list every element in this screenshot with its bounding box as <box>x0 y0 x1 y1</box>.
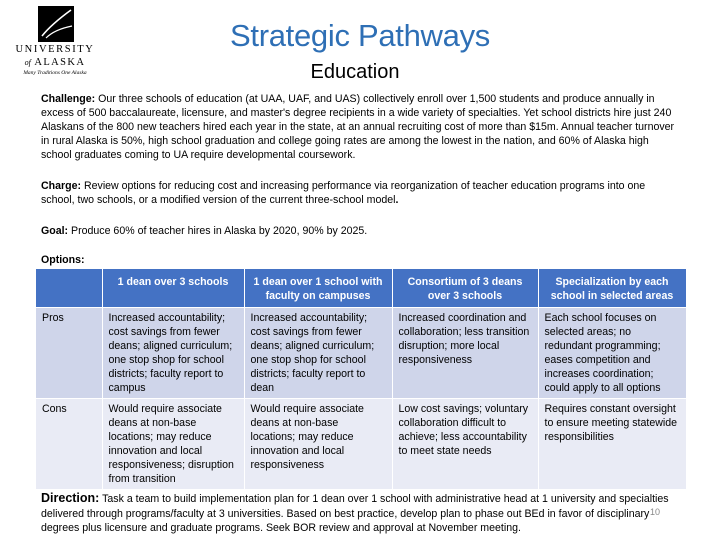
goal-text: Produce 60% of teacher hires in Alaska by 2020, 90% by 2025. <box>68 225 368 237</box>
table-header-cell: 1 dean over 1 school with faculty on campuses <box>244 269 392 308</box>
table-cell: Each school focuses on selected areas; no redundant programming; eases competition and increases coordination; could apply to all options <box>538 308 686 399</box>
goal-paragraph <box>41 224 681 238</box>
page-number: 10 <box>650 507 661 517</box>
logo-alaska-text: ALASKA <box>34 57 86 68</box>
table-cell: Requires constant oversight to ensure meeting statewide responsibilities <box>538 399 686 490</box>
table-header-cell: 1 dean over 3 schools <box>102 269 244 308</box>
challenge-paragraph <box>41 92 681 162</box>
direction-paragraph <box>41 491 681 536</box>
logo-university-text: UNIVERSITY <box>15 44 95 55</box>
table-header-row <box>36 269 686 308</box>
charge-label: Charge: <box>41 180 82 192</box>
page-title: Strategic Pathways <box>230 18 490 53</box>
table-header-cell <box>36 269 102 308</box>
table-cell: Would require associate deans at non-base locations; may reduce innovation and local responsiveness; disruption from transition <box>102 399 244 490</box>
table-header-cell: Consortium of 3 deans over 3 schools <box>392 269 538 308</box>
charge-period: . <box>395 194 399 206</box>
challenge-text: Our three schools of education (at UAA, UAF, and UAS) collectively enroll over 1,500 students and produce annually in excess of 500 baccalaureate, licensure, and master's degree recipients in a wide variety of specialties. Yet school districts hire just 240 Alaskans of the 800 new teachers hired each year in the state, at an annual recruiting cost of more than $15m. Annual teacher turnover in rural Alaska is 50%, high school graduation and college going rates are among the lowest in the nation, and 60% of Alaska high school graduates coming to UA require developmental coursework. <box>41 93 675 161</box>
table-header-cell: Specialization by each school in selected areas <box>538 269 686 308</box>
options-table <box>36 269 687 489</box>
table-row-pros <box>36 308 686 399</box>
table-row-cons <box>36 399 686 490</box>
options-label: Options: <box>41 254 85 266</box>
logo-tagline: Many Traditions One Alaska <box>23 70 87 76</box>
logo-of-text: of <box>24 58 31 67</box>
challenge-label: Challenge: <box>41 93 96 105</box>
goal-label: Goal: <box>41 225 69 237</box>
table-cell: Increased accountability; cost savings from fewer deans; aligned curriculum; one stop shop for school districts; faculty report to dean <box>244 308 392 399</box>
page-subtitle: Education <box>310 61 400 83</box>
charge-text: Review options for reducing cost and increasing performance via reorganization of teacher education programs into one school, two schools, or a modified version of the current three-school model <box>41 180 646 206</box>
table-cell: Increased accountability; cost savings from fewer deans; aligned curriculum; one stop shop for school districts; faculty report to campus <box>102 308 244 399</box>
row-label: Pros <box>36 308 102 399</box>
direction-text: Task a team to build implementation plan for 1 dean over 1 school with administrative head at 1 university and specialties delivered through programs/faculty at 3 universities. Based on best practice, develop plan to phase out BEd in favor of disciplinary degrees plus licensure and graduate programs. Seek BOR review and approval at November meeting. <box>41 493 669 534</box>
table-cell: Low cost savings; voluntary collaboration difficult to achieve; less accountability to meet state needs <box>392 399 538 490</box>
table-cell: Would require associate deans at non-base locations; may reduce innovation and local responsiveness <box>244 399 392 490</box>
row-label: Cons <box>36 399 102 490</box>
charge-paragraph <box>41 179 681 207</box>
options-heading <box>41 253 681 267</box>
table-cell: Increased coordination and collaboration; less transition disruption; more local responsiveness <box>392 308 538 399</box>
direction-label: Direction: <box>41 491 100 505</box>
